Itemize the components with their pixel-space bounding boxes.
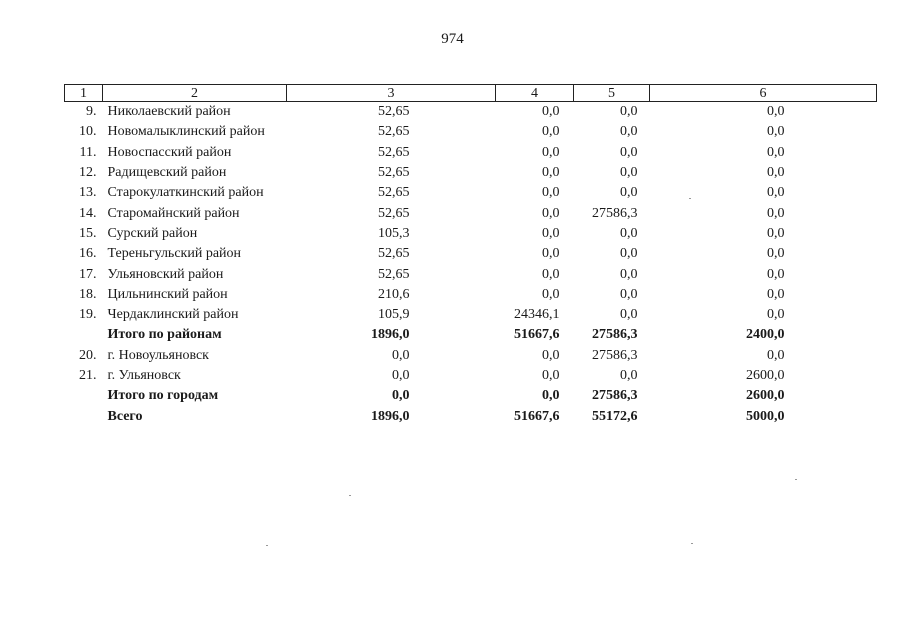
table-row [65, 183, 877, 203]
value-col-5: 27586,3 [592, 205, 638, 221]
district-name: Цильнинский район [107, 286, 228, 302]
value-col-4: 0,0 [542, 205, 560, 221]
table-row [65, 143, 877, 163]
district-name: Ульяновский район [107, 266, 224, 282]
row-number: 10. [79, 124, 97, 140]
value-col-3: 52,65 [378, 246, 410, 262]
scan-speck [266, 545, 268, 546]
value-col-4: 0,0 [542, 368, 560, 383]
value-col-6: 2600,0 [746, 388, 785, 404]
district-name: Радищевский район [107, 165, 227, 181]
district-name: Новоспасский район [107, 144, 232, 160]
value-col-5: 0,0 [620, 124, 638, 140]
allocation-table [64, 84, 877, 427]
value-col-5: 0,0 [620, 144, 638, 160]
value-col-5: 0,0 [620, 165, 638, 181]
value-col-3: 105,9 [378, 307, 410, 323]
table-row [65, 305, 877, 325]
table-row [65, 366, 877, 386]
value-col-6: 2600,0 [746, 368, 785, 383]
table-row [65, 203, 877, 223]
value-col-6: 2400,0 [746, 327, 785, 343]
header-col-3: 3 [287, 85, 496, 102]
value-col-4: 0,0 [542, 266, 560, 282]
table-row [65, 285, 877, 305]
header-col-5: 5 [574, 85, 650, 102]
value-col-6: 0,0 [767, 104, 785, 120]
value-col-6: 0,0 [767, 347, 785, 363]
row-number: 9. [86, 104, 97, 120]
row-number: 15. [79, 225, 97, 241]
row-number: 11. [79, 144, 97, 160]
value-col-3: 52,65 [378, 144, 410, 160]
table-header-row [65, 85, 877, 102]
value-col-5: 27586,3 [592, 327, 638, 343]
value-col-5: 27586,3 [592, 388, 638, 404]
value-col-6: 0,0 [767, 205, 785, 221]
value-col-6: 5000,0 [746, 408, 785, 424]
row-number: 18. [79, 286, 97, 302]
value-col-4: 0,0 [542, 104, 560, 120]
scan-speck [349, 495, 351, 496]
header-col-6: 6 [650, 85, 877, 102]
value-col-4: 0,0 [542, 246, 560, 262]
district-name: г. Новоульяновск [107, 347, 209, 363]
district-name: Тереньгульский район [107, 246, 242, 262]
value-col-5: 0,0 [620, 225, 638, 241]
value-col-3: 0,0 [392, 347, 410, 363]
value-col-3: 52,65 [378, 104, 410, 120]
value-col-3: 0,0 [392, 388, 410, 404]
value-col-3: 1896,0 [371, 408, 410, 424]
district-name: Николаевский район [107, 104, 231, 120]
scan-speck [689, 198, 691, 199]
value-col-5: 0,0 [620, 266, 638, 282]
table-row [65, 264, 877, 284]
district-name: Старокулаткинский район [107, 185, 264, 201]
value-col-4: 0,0 [542, 185, 560, 201]
table-row [65, 163, 877, 183]
value-col-4: 0,0 [542, 347, 560, 363]
total-row [65, 386, 877, 406]
value-col-6: 0,0 [767, 246, 785, 262]
value-col-5: 0,0 [620, 286, 638, 302]
value-col-3: 52,65 [378, 165, 410, 181]
table-row [65, 346, 877, 366]
value-col-5: 0,0 [620, 246, 638, 262]
value-col-3: 52,65 [378, 205, 410, 221]
row-number: 13. [79, 185, 97, 201]
header-col-1: 1 [65, 85, 103, 102]
value-col-5: 55172,6 [592, 408, 638, 424]
value-col-4: 24346,1 [514, 307, 560, 323]
row-number [65, 325, 103, 345]
value-col-3: 105,3 [378, 225, 410, 241]
value-col-4: 0,0 [542, 124, 560, 140]
value-col-6: 0,0 [767, 225, 785, 241]
scan-speck [795, 479, 797, 480]
district-name: Новомалыклинский район [107, 124, 265, 140]
value-col-6: 0,0 [767, 144, 785, 160]
row-number: 16. [79, 246, 97, 262]
value-col-5: 27586,3 [592, 347, 638, 363]
value-col-6: 0,0 [767, 266, 785, 282]
table-row [65, 244, 877, 264]
value-col-3: 52,65 [378, 185, 410, 201]
scan-speck [691, 543, 693, 544]
value-col-6: 0,0 [767, 286, 785, 302]
table-row [65, 102, 877, 123]
value-col-4: 51667,6 [514, 327, 560, 343]
value-col-4: 0,0 [542, 144, 560, 160]
row-number: 12. [79, 165, 97, 181]
table-body [65, 102, 877, 427]
row-number: 21. [79, 368, 97, 383]
district-name: Сурский район [107, 225, 198, 241]
table-row [65, 122, 877, 142]
value-col-5: 0,0 [620, 307, 638, 323]
row-number [65, 386, 103, 406]
header-col-2: 2 [103, 85, 287, 102]
value-col-5: 0,0 [620, 104, 638, 120]
total-row [65, 325, 877, 345]
value-col-3: 52,65 [378, 124, 410, 140]
table-row [65, 224, 877, 244]
row-number: 17. [79, 266, 97, 282]
value-col-6: 0,0 [767, 124, 785, 140]
value-col-3: 1896,0 [371, 327, 410, 343]
total-row [65, 406, 877, 426]
value-col-6: 0,0 [767, 165, 785, 181]
value-col-4: 0,0 [542, 388, 560, 404]
value-col-5: 0,0 [620, 185, 638, 201]
value-col-3: 52,65 [378, 266, 410, 282]
row-number: 20. [79, 347, 97, 363]
header-col-4: 4 [496, 85, 574, 102]
district-name: Всего [107, 408, 143, 424]
row-number: 14. [79, 205, 97, 221]
value-col-3: 210,6 [378, 286, 410, 302]
value-col-4: 0,0 [542, 286, 560, 302]
value-col-3: 0,0 [392, 368, 410, 383]
value-col-4: 0,0 [542, 225, 560, 241]
value-col-4: 0,0 [542, 165, 560, 181]
page-number: 974 [441, 31, 464, 47]
district-name: Итого по городам [107, 388, 219, 404]
district-name: Итого по районам [107, 327, 222, 343]
district-name: Старомайнский район [107, 205, 240, 221]
value-col-6: 0,0 [767, 307, 785, 323]
row-number [65, 406, 103, 426]
district-name: г. Ульяновск [107, 368, 181, 383]
row-number: 19. [79, 307, 97, 323]
value-col-4: 51667,6 [514, 408, 560, 424]
value-col-5: 0,0 [620, 368, 638, 383]
district-name: Чердаклинский район [107, 307, 239, 323]
value-col-6: 0,0 [767, 185, 785, 201]
